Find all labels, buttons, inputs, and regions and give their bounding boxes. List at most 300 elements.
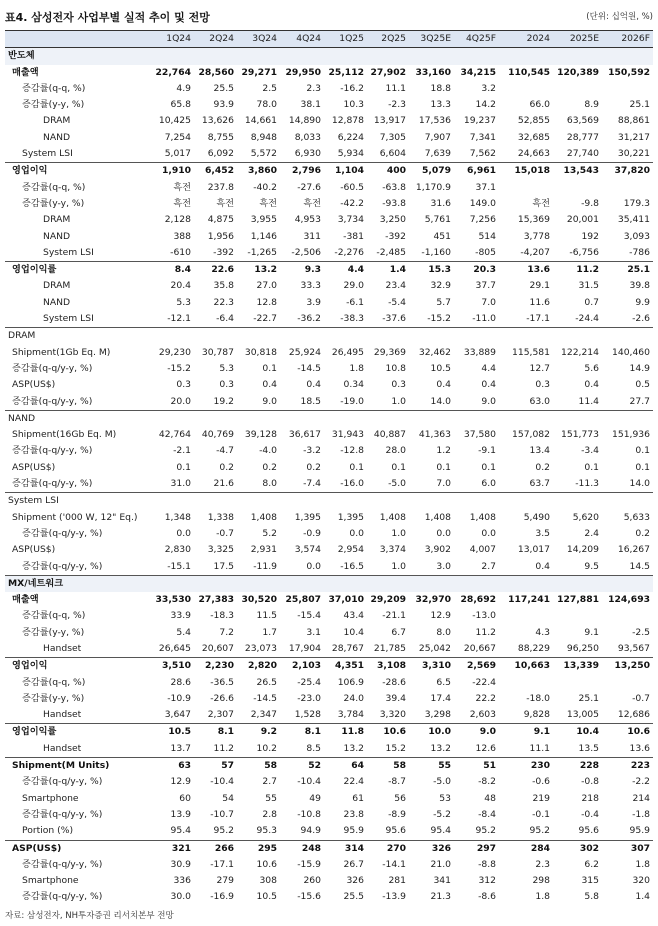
table-cell: 2,830 [164, 544, 191, 556]
table-cell: -0.9 [303, 527, 321, 539]
table-cell: 95.4 [430, 825, 451, 837]
column-header: 3Q24 [237, 31, 280, 48]
table-cell: 흑전 [532, 197, 550, 209]
table-cell: -36.2 [297, 313, 321, 325]
table-cell: 14.2 [475, 99, 496, 111]
table-cell: -4.0 [259, 445, 277, 457]
table-cell: 37,580 [463, 429, 496, 441]
table-cell: -93.8 [382, 197, 406, 209]
table-cell: -10.7 [210, 808, 234, 820]
table-row [5, 180, 653, 196]
table-cell: 151,936 [612, 429, 650, 441]
table-cell: 5,490 [523, 511, 550, 523]
table-cell: 흑전 [173, 181, 191, 193]
table-cell: -63.8 [382, 181, 406, 193]
table-cell: -19.0 [340, 395, 364, 407]
row-label: 증감률(q-q/y-y, %) [22, 527, 103, 539]
table-cell: 6,604 [379, 148, 406, 160]
table-cell: 4,007 [469, 544, 496, 556]
table-cell: 5,633 [623, 511, 650, 523]
row-label: 증감률(y-y, %) [22, 197, 85, 209]
table-cell: 88,861 [617, 115, 650, 127]
table-cell: 3,574 [294, 544, 321, 556]
table-cell: 5.8 [584, 891, 599, 903]
table-cell: 10.3 [343, 99, 364, 111]
table-cell: -6.1 [346, 296, 364, 308]
table-cell: 7,907 [424, 131, 451, 143]
table-cell: 6,092 [207, 148, 234, 160]
table-cell: 1,910 [155, 163, 194, 180]
table-row [5, 608, 653, 624]
table-row [5, 476, 653, 493]
table-cell: 26.7 [343, 858, 364, 870]
table-cell: 17.4 [430, 692, 451, 704]
table-row [5, 873, 653, 889]
table-cell [367, 410, 409, 427]
table-row [5, 575, 653, 592]
table-cell: 5.3 [176, 296, 191, 308]
table-cell: 13.2 [430, 742, 451, 754]
table-cell: 95.9 [343, 825, 364, 837]
table-cell: 0.3 [391, 379, 406, 391]
table-row [5, 823, 653, 840]
row-label: System LSI [43, 246, 94, 258]
table-cell: 29,369 [373, 346, 406, 358]
table-cell: 336 [173, 875, 191, 887]
table-cell: -392 [385, 230, 406, 242]
table-cell: 10.6 [367, 724, 409, 741]
table-cell: 10.0 [409, 724, 454, 741]
table-cell: -18.0 [526, 692, 550, 704]
table-cell: 66.0 [529, 99, 550, 111]
table-cell: -805 [475, 246, 496, 258]
row-label: Smartphone [22, 875, 79, 887]
table-cell: 13,017 [517, 544, 550, 556]
table-cell: 8.9 [584, 99, 599, 111]
table-cell [409, 48, 454, 65]
table-cell: 13.5 [578, 742, 599, 754]
table-cell: 6.0 [481, 478, 496, 490]
column-header: 2Q24 [194, 31, 237, 48]
table-cell: 297 [454, 840, 499, 857]
table-cell [602, 675, 653, 691]
table-cell: 27.7 [629, 395, 650, 407]
table-cell: 61 [352, 792, 364, 804]
table-cell: -13.9 [382, 891, 406, 903]
table-cell [324, 328, 367, 345]
table-cell: -8.6 [478, 891, 496, 903]
table-cell: 15.3 [409, 262, 454, 279]
table-cell: 3,784 [337, 709, 364, 721]
table-cell: -27.6 [297, 181, 321, 193]
table-cell: -16.0 [340, 478, 364, 490]
table-cell: 3,778 [523, 230, 550, 242]
table-cell: -6.4 [216, 313, 234, 325]
table-cell: 15,369 [517, 214, 550, 226]
table-row [5, 163, 653, 180]
table-cell: 28,777 [566, 131, 599, 143]
table-cell: 284 [499, 840, 553, 857]
table-cell: 0.2 [306, 461, 321, 473]
table-cell: 29,950 [285, 66, 321, 78]
table-cell: 11.5 [256, 610, 277, 622]
column-header: 4Q24 [280, 31, 324, 48]
table-cell: 4.4 [324, 262, 367, 279]
table-cell: 52 [280, 758, 324, 775]
table-cell [602, 48, 653, 65]
table-cell: -8.8 [478, 858, 496, 870]
table-row [5, 658, 653, 675]
table-cell: 37,010 [328, 594, 364, 606]
table-cell: 14.0 [629, 478, 650, 490]
table-row [5, 278, 653, 294]
table-cell: 31.6 [430, 197, 451, 209]
table-cell: 312 [478, 875, 496, 887]
table-cell: 22.2 [475, 692, 496, 704]
table-cell: 2.3 [306, 82, 321, 94]
table-cell: 0.3 [219, 379, 234, 391]
table-cell: -15.9 [297, 858, 321, 870]
table-cell: 13.6 [629, 742, 650, 754]
table-cell: 17,536 [418, 115, 451, 127]
table-cell: -7.4 [303, 478, 321, 490]
table-cell: 95.4 [170, 825, 191, 837]
table-cell: 58 [367, 758, 409, 775]
table-cell: 14.0 [430, 395, 451, 407]
table-cell: 96,250 [566, 642, 599, 654]
row-label: Smartphone [22, 792, 79, 804]
table-cell: -2,485 [376, 246, 406, 258]
table-cell: 12,878 [331, 115, 364, 127]
table-cell: 28.0 [385, 445, 406, 457]
table-cell: 0.34 [343, 379, 364, 391]
row-label: 영업이익 [5, 658, 155, 675]
table-cell: 27,740 [566, 148, 599, 160]
row-label: Handset [43, 742, 82, 754]
table-cell: 10.2 [256, 742, 277, 754]
table-cell: 60 [179, 792, 191, 804]
table-cell: 10.5 [430, 362, 451, 374]
table-cell [454, 493, 499, 510]
table-cell: 6,930 [294, 148, 321, 160]
table-cell: 1.0 [391, 560, 406, 572]
table-cell: 1.4 [635, 891, 650, 903]
table-cell: 2.5 [262, 82, 277, 94]
table-cell: 7.2 [219, 626, 234, 638]
table-cell: 302 [553, 840, 602, 857]
table-cell: 10.4 [553, 724, 602, 741]
table-row [5, 410, 653, 427]
table-cell: 110,545 [508, 66, 550, 78]
table-cell: 0.1 [349, 461, 364, 473]
table-cell: 3,298 [424, 709, 451, 721]
table-cell: 308 [259, 875, 277, 887]
table-cell: -2.3 [388, 99, 406, 111]
table-cell: 1,338 [207, 511, 234, 523]
table-cell: 260 [303, 875, 321, 887]
table-cell: 10.5 [256, 891, 277, 903]
table-cell: 12.9 [430, 610, 451, 622]
column-header: 4Q25F [454, 31, 499, 48]
table-cell: 36,617 [288, 429, 321, 441]
table-cell: 157,082 [512, 429, 550, 441]
table-cell: 12.8 [256, 296, 277, 308]
row-label: DRAM [43, 214, 71, 226]
table-cell [237, 328, 280, 345]
row-label: Handset [43, 709, 82, 721]
table-cell: 78.0 [256, 99, 277, 111]
table-row [5, 460, 653, 476]
table-cell: 451 [433, 230, 451, 242]
table-cell: 3.0 [436, 560, 451, 572]
table-row [5, 889, 653, 905]
table-cell: -786 [629, 246, 650, 258]
column-header: 2025E [553, 31, 602, 48]
row-label: Shipment ('000 W, 12" Eq.) [12, 511, 138, 523]
table-cell: -24.4 [575, 313, 599, 325]
table-cell: 115,581 [512, 346, 550, 358]
table-cell: -10.9 [167, 692, 191, 704]
table-cell: 21.3 [430, 891, 451, 903]
table-cell [409, 493, 454, 510]
table-cell: -11.3 [575, 478, 599, 490]
table-cell: 14.5 [629, 560, 650, 572]
table-cell: 5,620 [572, 511, 599, 523]
table-row [5, 691, 653, 707]
table-cell: 28,560 [198, 66, 234, 78]
table-cell: 279 [216, 875, 234, 887]
table-cell: 28,692 [460, 594, 496, 606]
table-cell: 8,755 [207, 131, 234, 143]
table-cell: 9.3 [280, 262, 324, 279]
table-cell: 3,860 [237, 163, 280, 180]
table-cell: 8.0 [436, 626, 451, 638]
table-cell: 31.0 [170, 478, 191, 490]
table-cell: 3,325 [207, 544, 234, 556]
table-cell: 0.4 [535, 560, 550, 572]
row-label: Shipment(1Gb Eq. M) [12, 346, 111, 358]
table-cell: 30,818 [244, 346, 277, 358]
row-label: ASP(US$) [5, 840, 155, 857]
table-cell: 1,956 [207, 230, 234, 242]
table-cell: 2,230 [194, 658, 237, 675]
table-row [5, 857, 653, 873]
table-row [5, 130, 653, 146]
table-cell [499, 410, 553, 427]
table-cell: 127,881 [557, 594, 599, 606]
row-label: 증감률(q-q, %) [22, 610, 86, 622]
row-label: 영업이익률 [5, 724, 155, 741]
row-label: 증감률(q-q, %) [22, 181, 86, 193]
table-cell: 25,042 [418, 642, 451, 654]
column-header-row [5, 31, 653, 48]
table-cell: 31,217 [617, 131, 650, 143]
table-cell: 10.5 [155, 724, 194, 741]
table-cell: 55 [265, 792, 277, 804]
table-cell: 19.2 [213, 395, 234, 407]
table-cell: -22.4 [472, 676, 496, 688]
table-cell: 6,452 [194, 163, 237, 180]
table-cell: 1.2 [436, 445, 451, 457]
column-header: 2024 [499, 31, 553, 48]
table-row [5, 840, 653, 857]
table-cell: 314 [324, 840, 367, 857]
table-cell: 117,241 [508, 594, 550, 606]
table-cell: 1.7 [262, 626, 277, 638]
table-cell: 27.0 [256, 280, 277, 292]
table-cell: 32,685 [517, 131, 550, 143]
table-cell: 11.4 [578, 395, 599, 407]
table-cell: -6,756 [569, 246, 599, 258]
table-cell: 13,917 [373, 115, 406, 127]
table-row [5, 146, 653, 163]
table-cell [155, 575, 194, 592]
table-cell [553, 608, 602, 624]
table-cell [499, 48, 553, 65]
table-cell: 17,904 [288, 642, 321, 654]
table-cell: 0.7 [584, 296, 599, 308]
table-row [5, 741, 653, 758]
table-cell: 25,924 [288, 346, 321, 358]
table-cell [324, 410, 367, 427]
table-cell: 2,347 [250, 709, 277, 721]
table-row [5, 311, 653, 328]
table-cell: 1,348 [164, 511, 191, 523]
table-cell: 2,603 [469, 709, 496, 721]
table-cell: 13.3 [430, 99, 451, 111]
table-cell: 228 [553, 758, 602, 775]
table-cell: 1,170.9 [415, 181, 451, 193]
row-label: DRAM [43, 115, 71, 127]
row-label: 증감률(q-q/y-y, %) [22, 776, 103, 788]
table-cell: 11.1 [385, 82, 406, 94]
table-cell: 64 [324, 758, 367, 775]
table-cell: 7.0 [436, 478, 451, 490]
table-cell: 298 [532, 875, 550, 887]
table-cell: 219 [532, 792, 550, 804]
table-cell: 93.9 [213, 99, 234, 111]
table-cell: -5.2 [433, 808, 451, 820]
table-cell: 11.2 [553, 262, 602, 279]
table-cell [194, 48, 237, 65]
table-cell: -42.2 [340, 197, 364, 209]
table-cell: 7.0 [481, 296, 496, 308]
row-label: NAND [43, 296, 71, 308]
table-cell: -2,276 [334, 246, 364, 258]
table-cell: 흑전 [173, 197, 191, 209]
table-cell: 30,520 [241, 594, 277, 606]
table-cell [454, 328, 499, 345]
table-cell: 19,237 [463, 115, 496, 127]
table-cell: 18.8 [430, 82, 451, 94]
table-cell: 9.1 [584, 626, 599, 638]
table-row [5, 48, 653, 65]
table-cell: 흑전 [303, 197, 321, 209]
table-cell: 13.2 [237, 262, 280, 279]
table-cell: 0.4 [436, 379, 451, 391]
table-cell: 23,073 [244, 642, 277, 654]
table-cell: 58 [237, 758, 280, 775]
table-cell: 7,254 [164, 131, 191, 143]
row-label: System LSI [43, 313, 94, 325]
table-row [5, 807, 653, 823]
table-cell: 63,569 [566, 115, 599, 127]
table-cell: -10.4 [210, 776, 234, 788]
table-cell: 326 [409, 840, 454, 857]
table-cell [409, 575, 454, 592]
row-label: ASP(US$) [12, 379, 56, 391]
column-header [5, 31, 155, 48]
table-cell: 514 [478, 230, 496, 242]
table-cell: 28,767 [331, 642, 364, 654]
table-cell: 2,307 [207, 709, 234, 721]
table-cell: 5.3 [219, 362, 234, 374]
table-cell: 0.5 [635, 379, 650, 391]
table-cell: 4.3 [535, 626, 550, 638]
table-row [5, 212, 653, 228]
table-cell [499, 493, 553, 510]
table-cell: 37,820 [602, 163, 653, 180]
table-cell [602, 410, 653, 427]
table-cell: 8.4 [155, 262, 194, 279]
table-cell: 22,764 [155, 66, 191, 78]
table-cell: 32,462 [418, 346, 451, 358]
table-cell: 13,005 [566, 709, 599, 721]
table-cell [553, 675, 602, 691]
table-cell: 흑전 [216, 197, 234, 209]
table-cell: -3.4 [581, 445, 599, 457]
row-label: 매출액 [12, 66, 39, 78]
table-cell: 24.0 [343, 692, 364, 704]
table-cell: 2.4 [584, 527, 599, 539]
table-cell: 25.1 [602, 262, 653, 279]
table-cell: 150,592 [608, 66, 650, 78]
table-cell: 11.8 [324, 724, 367, 741]
table-cell: 4,875 [207, 214, 234, 226]
table-cell: 281 [388, 875, 406, 887]
table-cell [367, 48, 409, 65]
table-cell: 30,787 [201, 346, 234, 358]
table-cell: 106.9 [337, 676, 364, 688]
table-cell [602, 493, 653, 510]
table-row [5, 542, 653, 558]
table-cell: 12.6 [475, 742, 496, 754]
row-label: NAND [43, 131, 71, 143]
table-cell: 1,408 [424, 511, 451, 523]
table-cell: -0.1 [532, 808, 550, 820]
table-cell: -38.3 [340, 313, 364, 325]
table-cell: 25.1 [578, 692, 599, 704]
table-cell: 53 [439, 792, 451, 804]
table-cell [194, 575, 237, 592]
table-cell: 42,764 [158, 429, 191, 441]
table-cell [553, 410, 602, 427]
table-cell [553, 180, 602, 196]
table-cell: -17.1 [210, 858, 234, 870]
table-cell: 9.0 [454, 724, 499, 741]
table-cell: 9.1 [499, 724, 553, 741]
table-row [5, 526, 653, 542]
table-cell: 3,310 [409, 658, 454, 675]
table-cell: 26,645 [158, 642, 191, 654]
table-cell [324, 493, 367, 510]
table-cell: 10.4 [343, 626, 364, 638]
table-cell: 0.1 [481, 461, 496, 473]
row-label: 증감률(q-q/y-y, %) [12, 362, 93, 374]
table-cell: 40,887 [373, 429, 406, 441]
row-label: Shipment(16Gb Eq. M) [12, 429, 117, 441]
table-cell: -16.9 [210, 891, 234, 903]
